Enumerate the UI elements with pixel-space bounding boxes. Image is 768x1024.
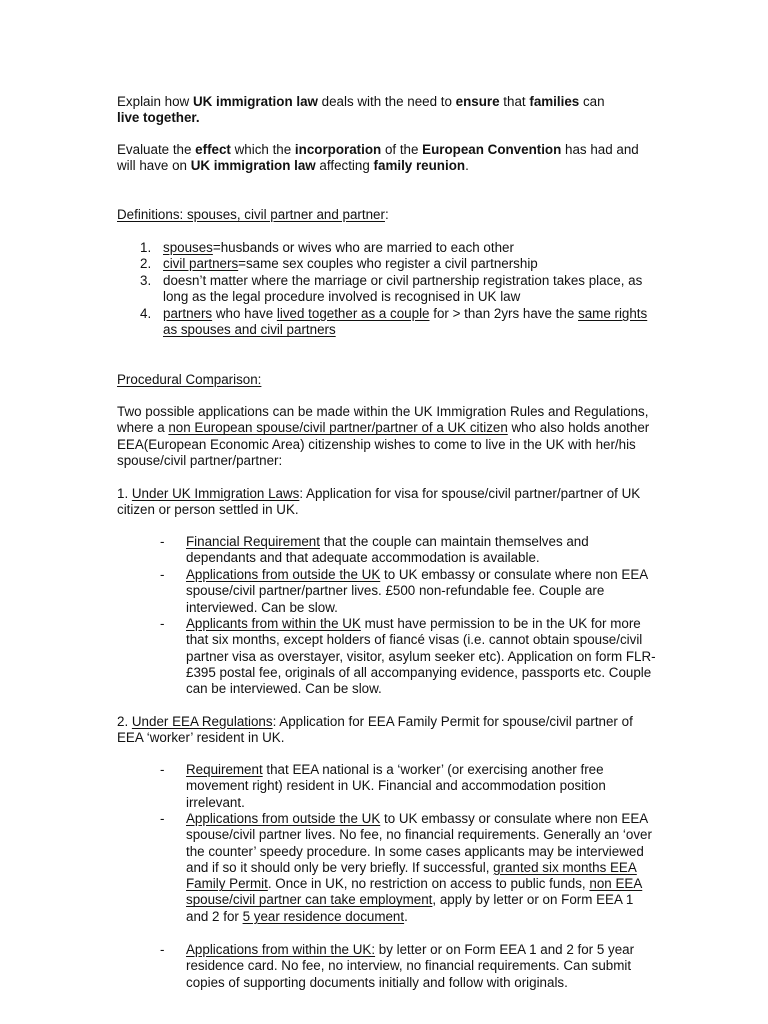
bullet-text [186,534,656,567]
list-text [163,306,663,339]
bullet-text [186,811,656,925]
bold-text: UK immigration law [192,94,318,109]
section-title: Under EEA Regulations [131,714,273,729]
underlined-text: Applications from outside the UK [186,811,381,826]
underlined-text: Applications from outside the UK [186,567,381,582]
bold-text: effect [195,142,231,157]
underlined-text: granted six months EEA Family Permit [186,859,637,892]
list-number: 2. [140,256,152,271]
bold-text: incorporation [294,142,382,157]
bold-text: UK immigration law [190,158,316,174]
text: . [404,908,408,924]
underlined-text: lived together as a couple [276,306,430,321]
underlined-text: Applications from within the UK: [186,942,376,957]
text: : [384,207,389,222]
bullet-text [186,616,656,697]
underlined-text: non European spouse/civil partner/partner of a UK citizen [168,420,508,436]
section-number: 2. [117,714,132,729]
bold-text: ensure [455,94,500,109]
bullet-dash: - [160,534,165,549]
text: Evaluate the [117,142,196,157]
question-1 [117,94,657,127]
text: which the [230,142,295,157]
bold-text: European Convention [422,142,562,157]
text: that [499,94,530,109]
text: by letter or on Form EEA 1 and 2 for 5 year residence card. No fee, no interview, no financial requirements. Can submit copies of supporting documents initially and follow with originals. [186,942,635,990]
list-number: 4. [140,306,152,321]
bold-text: families [529,94,580,109]
bold-text: family reunion [373,158,466,174]
list-text [163,240,663,256]
text: Explain how [117,94,193,109]
bullet-dash: - [160,762,165,777]
text: : Application for EEA Family Permit for spouse/civil partner of EEA ‘worker’ resident in UK. [117,714,633,746]
underlined-text: Applicants from within the UK [186,616,361,631]
heading-text: Procedural Comparison: [117,372,262,387]
section-1-heading [117,486,657,519]
underlined-text: Requirement [186,762,263,777]
text: . [465,158,469,174]
text: Two possible applications can be made within the UK Immigration Rules and Regulations, where a [117,404,649,436]
text: can [579,94,605,109]
text: affecting [315,158,374,174]
text: =same sex couples who register a civil partnership [238,256,538,271]
heading-text: Definitions: spouses, civil partner and partner [117,207,385,222]
term: partners [163,306,213,321]
text: that EEA national is a ‘worker’ (or exercising another free movement right) resident in UK. Financial and accommodation position irrelevant. [186,762,606,810]
definitions-heading [117,207,657,223]
underlined-text: 5 year residence document [242,908,405,924]
list-number: 3. [140,273,152,288]
text: . Once in UK, no restriction on access to public funds, [267,876,590,892]
question-2 [117,142,657,175]
section-number: 1. [117,486,132,501]
list-number: 1. [140,240,152,255]
underlined-text: same rights as spouses and civil partners [163,306,648,338]
text: that the couple can maintain themselves and dependants and that adequate accommodation is available. [186,534,589,566]
procedural-heading [117,372,657,388]
bullet-dash: - [160,811,165,826]
bullet-dash: - [160,942,165,957]
text: of the [381,142,423,157]
list-text [163,256,663,272]
bullet-text [186,942,656,991]
bold-text: live together. [117,110,200,126]
text: must have permission to be in the UK for more that six months, except holders of fiancé visas (i.e. cannot obtain spouse/civil partner visa as overstayer, visitor, asylum seeker etc). Application on form FLR-£395 postal fee, originals of all accompanying evidence, passports etc. Couple can be interviewed. Can be slow. [186,616,656,697]
text: who also holds another EEA(European Economic Area) citizenship wishes to come to live in the UK with her/his spouse/civil partner/partner: [117,420,650,468]
procedural-paragraph [117,404,657,469]
list-text: doesn’t matter where the marriage or civil partnership registration takes place, as long as the legal procedure involved is recognised in UK law [163,273,643,305]
text: =husbands or wives who are married to each other [212,240,514,255]
underlined-text: non EEA spouse/civil partner can take employment [186,876,643,908]
term: spouses [163,240,213,255]
section-title: Under UK Immigration Laws [131,486,300,501]
term: civil partners [163,256,239,271]
text: : Application for visa for spouse/civil partner/partner of UK citizen or person settled in UK. [117,486,641,518]
bullet-dash: - [160,567,165,582]
text: who have [212,306,277,321]
text: for > than 2yrs have the [429,306,579,321]
text: , apply by letter or on Form EEA 1 and 2 for [186,892,634,924]
text: deals with the need to [317,94,456,109]
bullet-text [186,762,656,811]
underlined-text: Financial Requirement [186,534,320,549]
bullet-dash: - [160,616,165,631]
text: to UK embassy or consulate where non EEA spouse/civil partner lives. No fee, no financial requirements. Generally an ‘over the counter’ speedy procedure. In some cases applicants may be interviewed and if so it should only be very briefly. If successful, [186,811,652,875]
text: to UK embassy or consulate where non EEA spouse/civil partner/partner lives. £500 non-refundable fee. Couple are interviewed. Can be slow. [186,567,648,615]
bullet-text [186,567,656,616]
text: has had and will have on [117,142,639,174]
section-2-heading [117,714,657,747]
